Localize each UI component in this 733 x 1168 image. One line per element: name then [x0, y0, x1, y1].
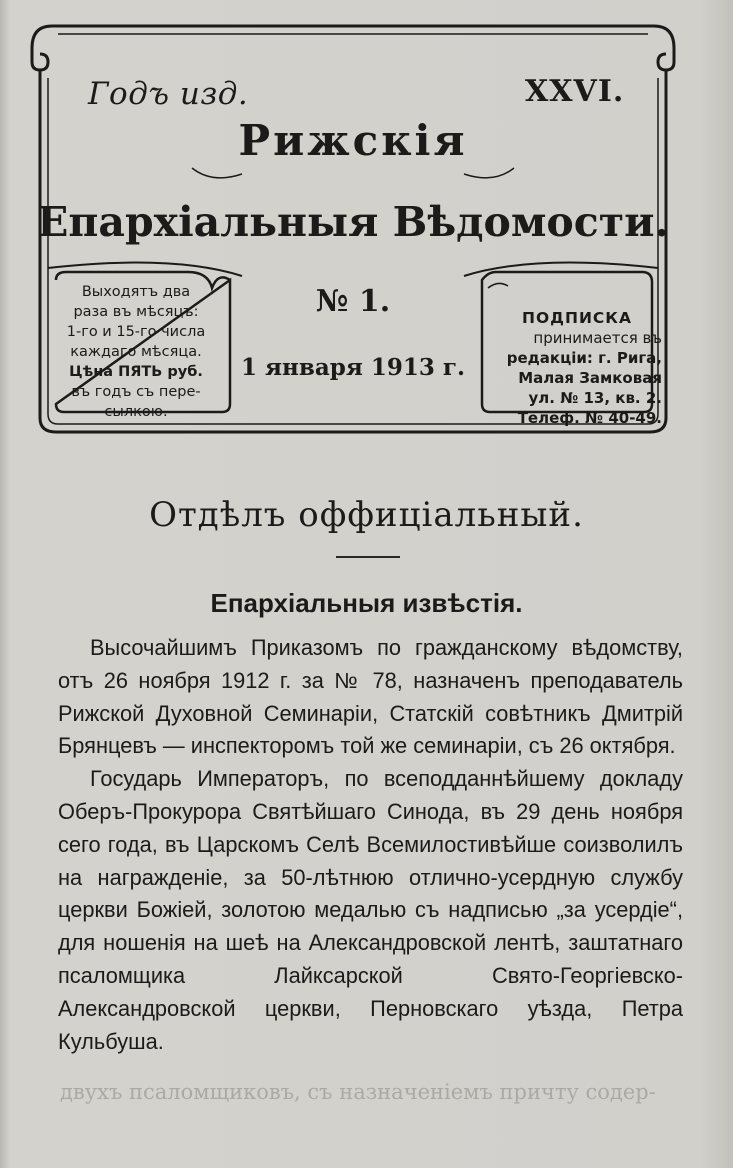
volume-number: XXVI.: [525, 74, 625, 109]
publication-info-line: Выходятъ два: [81, 284, 191, 300]
publication-info-box: [46, 282, 226, 422]
article-paragraph: Государь Императоръ, по всеподданнѣйшему докладу Оберъ-Прокурора Святѣйшаго Синода, въ 29 день ноября сего года, въ Царскомъ Селѣ Всемилостивѣйше соизволилъ на награжденіе, за 50-лѣтнюю отлично-усердную службу церкви Божіей, золотою медалью съ надписью „за усердіе“, для ношенія на шеѣ на Александровской лентѣ, заштатнаго псаломщика Лайксарской Свято-Георгіевско-Александровской церкви, Перновскаго уѣзда, Петра Кульбуша.: [58, 766, 683, 1054]
publication-info-line: 1-го и 15-го числа: [66, 324, 206, 340]
subscription-line: Малая Замковая: [518, 369, 662, 387]
section-divider: [336, 556, 400, 558]
article-body: [58, 632, 683, 1058]
journal-title-line1: Рижскія: [238, 116, 468, 165]
section-title: Отдѣлъ оффиціальный.: [149, 495, 584, 535]
year-label: Годъ изд.: [88, 76, 249, 112]
publication-info-line: раза въ мѣсяцъ:: [73, 304, 199, 320]
subscription-line: принимается въ: [533, 329, 662, 347]
subscription-line: редакціи: г. Рига,: [506, 349, 662, 367]
article-paragraph: Высочайшимъ Приказомъ по гражданскому вѣдомству, отъ 26 ноября 1912 г. за № 78, назначенъ преподаватель Рижской Духовной Семинаріи, Статскій совѣтникъ Дмитрій Брянцевъ — инспекторомъ той же семинаріи, съ 26 октября.: [58, 635, 683, 759]
subscription-box: [492, 308, 662, 428]
masthead: [12, 18, 694, 443]
publication-info-line: Цѣна ПЯТЬ руб.: [69, 364, 203, 380]
subsection-title: Епархіальныя извѣстія.: [210, 588, 523, 618]
journal-title-line2: Епархіальныя Вѣдомости.: [37, 198, 669, 246]
subscription-line: ул. № 13, кв. 2.: [528, 389, 662, 407]
publication-info-line: въ годъ съ пере-: [71, 384, 201, 400]
issue-number: № 1.: [315, 284, 391, 319]
publication-info-line: каждаго мѣсяца.: [70, 344, 202, 360]
subscription-line: Телеф. № 40-49.: [517, 409, 662, 427]
issue-date: 1 января 1913 г.: [241, 354, 465, 381]
subscription-title: ПОДПИСКА: [522, 309, 632, 327]
publication-info-line: сылкою.: [104, 404, 168, 420]
bleed-through-text: двухъ псаломщиковъ, съ назначеніемъ причту содер-: [60, 1080, 656, 1104]
